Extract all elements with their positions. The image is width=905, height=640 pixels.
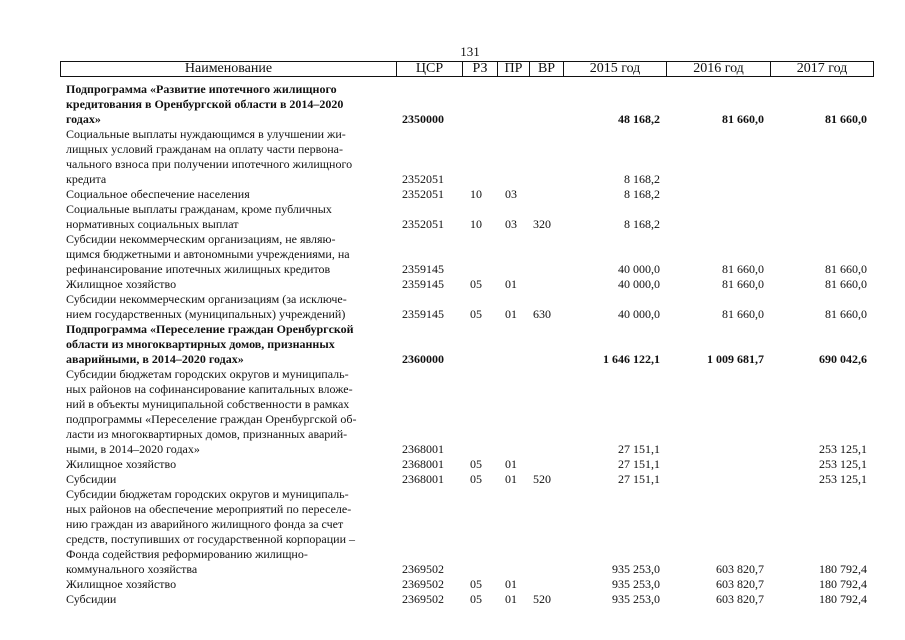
row-pr: 01 [505,457,517,471]
page-number: 131 [460,44,480,59]
row-name [60,127,396,187]
row-name [60,367,396,457]
row-name-line: Субсидии некоммерческим организациям, не являю- [66,232,336,246]
row-rz: 10 [470,187,482,201]
row-name-line: Субсидии [66,472,117,486]
row-vr [529,82,563,127]
row-2016 [666,457,770,472]
table-row [60,367,873,457]
table-row [60,232,873,277]
row-name [60,232,396,277]
row-2016 [666,127,770,187]
row-2016: 81 660,0 [722,112,764,126]
row-2017 [770,187,873,202]
table-row [60,322,873,367]
row-name-line: щимся бюджетными и автономными учреждениями, на [66,247,350,261]
row-2017: 81 660,0 [825,262,867,276]
row-2016: 81 660,0 [722,262,764,276]
row-2017: 81 660,0 [825,112,867,126]
table-row [60,592,873,607]
row-csr: 2352051 [402,172,444,186]
row-pr [497,127,529,187]
row-name-line: Подпрограмма «Переселение граждан Оренбургской [66,322,354,336]
row-2015: 1 646 122,1 [603,352,660,366]
row-rz: 05 [470,577,482,591]
header-name: Наименование [61,62,397,77]
row-pr [497,82,529,127]
row-2017: 180 792,4 [819,562,867,576]
row-name-line: Субсидии бюджетам городских округов и муниципаль- [66,487,349,501]
row-name-line: ных районов на софинансирование капитальных вложе- [66,382,353,396]
row-vr [529,577,563,592]
header-vr: ВР [530,62,564,77]
row-name-line: Фонда содействия реформированию жилищно- [66,547,308,561]
row-rz: 05 [470,592,482,606]
row-name [60,277,396,292]
row-2015: 8 168,2 [624,217,660,231]
row-name-line: ных районов на обеспечение мероприятий по переселе- [66,502,352,516]
row-2017: 81 660,0 [825,307,867,321]
row-name-line: Субсидии [66,592,117,606]
row-2016: 603 820,7 [716,592,764,606]
row-name [60,457,396,472]
row-name-line: подпрограммы «Переселение граждан Оренбургской об- [66,412,357,426]
row-2017: 180 792,4 [819,577,867,591]
row-csr: 2369502 [402,562,444,576]
row-csr: 2360000 [402,352,444,366]
table-row [60,292,873,322]
row-2015: 935 253,0 [612,562,660,576]
row-2016 [666,187,770,202]
row-2016 [666,202,770,232]
row-2015: 27 151,1 [618,442,660,456]
row-rz: 05 [470,472,482,486]
row-csr: 2352051 [402,217,444,231]
row-name-line: рефинансирование ипотечных жилищных кредитов [66,262,331,276]
row-2015: 27 151,1 [618,457,660,471]
row-name-line: коммунального хозяйства [66,562,198,576]
row-name-line: кредитования в Оренбургской области в 2014–2020 [66,97,344,111]
row-pr [497,322,529,367]
row-rz [462,322,497,367]
row-pr: 03 [505,187,517,201]
table-row [60,577,873,592]
row-name [60,82,396,127]
row-2016: 81 660,0 [722,277,764,291]
table-row [60,202,873,232]
row-rz: 05 [470,307,482,321]
row-2017 [770,202,873,232]
row-name [60,592,396,607]
header-2017: 2017 год [771,62,874,77]
row-name-line: нию граждан из аварийного жилищного фонда за счет [66,517,344,531]
row-2017: 180 792,4 [819,592,867,606]
row-name-line: Подпрограмма «Развитие ипотечного жилищного [66,82,337,96]
row-vr [529,127,563,187]
row-2016 [666,472,770,487]
row-2015: 40 000,0 [618,307,660,321]
row-name [60,202,396,232]
row-csr: 2368001 [402,457,444,471]
row-name-line: Жилищное хозяйство [66,277,177,291]
header-2016: 2016 год [667,62,771,77]
row-2016: 1 009 681,7 [707,352,764,366]
row-csr: 2368001 [402,442,444,456]
row-2016: 603 820,7 [716,577,764,591]
header-rz: РЗ [463,62,498,77]
row-name-line: нормативных социальных выплат [66,217,239,231]
row-2015: 40 000,0 [618,277,660,291]
row-vr [529,187,563,202]
table-row [60,187,873,202]
row-vr: 520 [533,472,551,486]
table-row [60,82,873,127]
row-rz: 05 [470,457,482,471]
row-2016 [666,367,770,457]
row-csr: 2359145 [402,262,444,276]
row-name-line: области из многоквартирных домов, признанных [66,337,335,351]
row-name-line: нием государственных (муниципальных) учреждений) [66,307,346,321]
row-csr: 2359145 [402,277,444,291]
row-2016: 81 660,0 [722,307,764,321]
row-name-line: Жилищное хозяйство [66,457,177,471]
row-rz [462,82,497,127]
table-row [60,472,873,487]
row-rz: 05 [470,277,482,291]
row-csr: 2350000 [402,112,444,126]
row-pr: 03 [505,217,517,231]
row-name [60,322,396,367]
row-2015: 27 151,1 [618,472,660,486]
row-name-line: Жилищное хозяйство [66,577,177,591]
row-name [60,487,396,577]
row-pr: 01 [505,307,517,321]
row-name [60,187,396,202]
row-2017: 253 125,1 [819,457,867,471]
row-vr [529,367,563,457]
row-rz [462,127,497,187]
header-csr: ЦСР [397,62,463,77]
table-row [60,277,873,292]
row-2015: 8 168,2 [624,187,660,201]
row-rz [462,367,497,457]
row-name-line: ными, в 2014–2020 годах» [66,442,200,456]
row-csr: 2368001 [402,472,444,486]
header-pr: ПР [498,62,530,77]
row-name-line: ний в объекты муниципальной собственности в рамках [66,397,350,411]
row-2017 [770,127,873,187]
row-pr: 01 [505,592,517,606]
row-vr [529,457,563,472]
row-rz [462,232,497,277]
row-name-line: годах» [66,112,101,126]
row-vr: 630 [533,307,551,321]
row-name-line: Субсидии бюджетам городских округов и муниципаль- [66,367,349,381]
row-name-line: ласти из многоквартирных домов, признанных аварий- [66,427,348,441]
row-name-line: аварийными, в 2014–2020 годах» [66,352,244,366]
row-name-line: Социальное обеспечение населения [66,187,250,201]
budget-table [60,82,873,607]
row-pr [497,367,529,457]
row-2015: 48 168,2 [618,112,660,126]
table-row [60,127,873,187]
row-pr [497,487,529,577]
row-vr [529,487,563,577]
row-vr [529,232,563,277]
row-name [60,292,396,322]
row-name-line: Социальные выплаты гражданам, кроме публичных [66,202,332,216]
row-2015: 935 253,0 [612,577,660,591]
table-header [60,61,874,77]
row-csr: 2359145 [402,307,444,321]
row-pr: 01 [505,277,517,291]
table-row [60,457,873,472]
row-rz: 10 [470,217,482,231]
row-vr: 520 [533,592,551,606]
row-csr: 2369502 [402,577,444,591]
row-name [60,577,396,592]
row-vr [529,277,563,292]
table-row [60,487,873,577]
row-name-line: кредита [66,172,107,186]
row-name-line: средств, поступивших от государственной корпорации – [66,532,355,546]
row-2017: 81 660,0 [825,277,867,291]
row-name-line: лищных условий гражданам на оплату части первона- [66,142,343,156]
row-pr [497,232,529,277]
row-csr: 2369502 [402,592,444,606]
row-name-line: Социальные выплаты нуждающимся в улучшении жи- [66,127,346,141]
row-name-line: Субсидии некоммерческим организациям (за исключе- [66,292,347,306]
row-pr: 01 [505,577,517,591]
row-2017: 253 125,1 [819,442,867,456]
row-2017: 253 125,1 [819,472,867,486]
row-2015: 8 168,2 [624,172,660,186]
row-2016: 603 820,7 [716,562,764,576]
row-name [60,472,396,487]
header-2015: 2015 год [564,62,667,77]
row-2017: 690 042,6 [819,352,867,366]
row-vr [529,322,563,367]
row-rz [462,487,497,577]
row-2015: 935 253,0 [612,592,660,606]
row-csr: 2352051 [402,187,444,201]
row-pr: 01 [505,472,517,486]
row-2015: 40 000,0 [618,262,660,276]
row-vr: 320 [533,217,551,231]
row-name-line: чального взноса при получении ипотечного жилищного [66,157,353,171]
